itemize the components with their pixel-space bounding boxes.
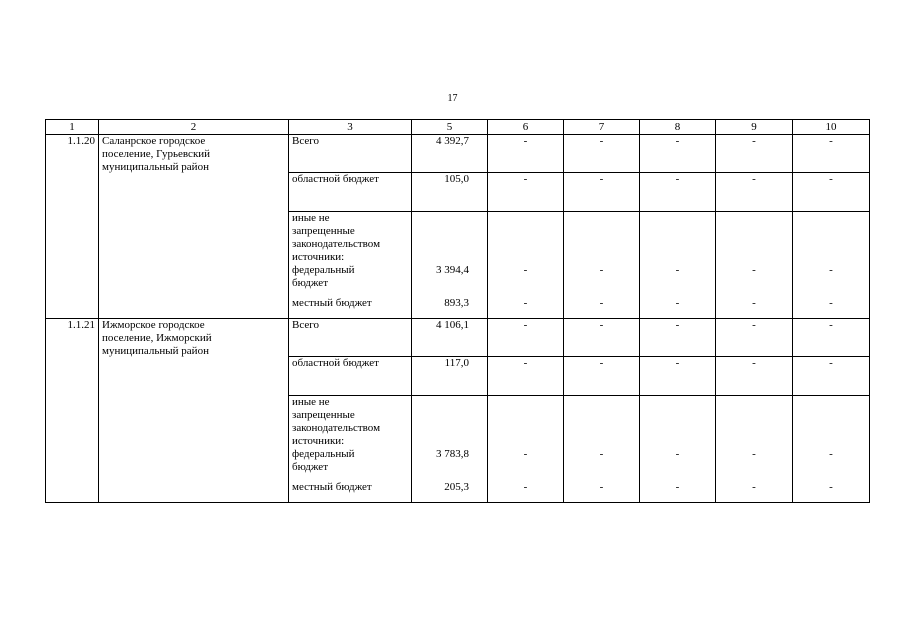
cell-dash — [716, 173, 793, 212]
dash: - — [675, 264, 680, 276]
cell-dash — [640, 357, 716, 396]
local-value: 893,3 — [444, 297, 469, 309]
cell-dash — [640, 319, 716, 357]
federal-line: бюджет — [292, 277, 328, 289]
dash: - — [523, 357, 528, 369]
column-header: 1 — [46, 120, 99, 135]
cell-dash — [793, 212, 870, 319]
total-label: Всего — [289, 319, 412, 357]
regional-label: областной бюджет — [289, 357, 412, 396]
cell-dash — [488, 212, 564, 319]
dash: - — [829, 135, 833, 147]
column-header: 10 — [793, 120, 870, 135]
source-line: запрещенные — [292, 225, 355, 237]
dash: - — [829, 264, 833, 276]
federal-line: федеральный — [292, 448, 355, 460]
other-values — [412, 396, 488, 503]
dash: - — [599, 135, 604, 147]
dash: - — [675, 319, 680, 331]
name-line: поселение, Ижморский — [102, 332, 212, 344]
dash: - — [829, 319, 833, 331]
dash: - — [752, 481, 756, 493]
source-line: иные не — [292, 396, 330, 408]
cell-dash — [716, 396, 793, 503]
cell-dash — [488, 135, 564, 173]
federal-value: 3 394,4 — [436, 264, 469, 276]
column-header: 3 — [289, 120, 412, 135]
dash: - — [829, 173, 833, 185]
dash: - — [523, 319, 528, 331]
source-line: законодательством — [292, 238, 381, 250]
name-line: поселение, Гурьевский — [102, 148, 211, 160]
local-value: 205,3 — [444, 481, 469, 493]
cell-dash — [488, 357, 564, 396]
dash: - — [599, 173, 604, 185]
dash: - — [752, 357, 756, 369]
cell-dash — [716, 357, 793, 396]
dash: - — [599, 357, 604, 369]
dash: - — [675, 297, 680, 309]
cell-dash — [640, 135, 716, 173]
cell-dash — [793, 135, 870, 173]
cell-dash — [716, 135, 793, 173]
cell-dash — [564, 319, 640, 357]
total-value: 4 392,7 — [412, 135, 488, 173]
dash: - — [829, 297, 833, 309]
federal-line: федеральный — [292, 264, 355, 276]
other-sources — [289, 212, 412, 319]
dash: - — [523, 135, 528, 147]
column-header: 8 — [640, 120, 716, 135]
cell-dash — [793, 319, 870, 357]
column-header: 9 — [716, 120, 793, 135]
cell-dash — [564, 357, 640, 396]
dash: - — [675, 481, 680, 493]
dash: - — [675, 357, 680, 369]
municipality-name — [99, 135, 289, 319]
dash: - — [752, 173, 756, 185]
dash: - — [829, 448, 833, 460]
cell-dash — [488, 173, 564, 212]
dash: - — [523, 481, 528, 493]
budget-table — [45, 119, 870, 503]
cell-dash — [716, 212, 793, 319]
page-number: 17 — [447, 93, 458, 104]
header-row — [46, 120, 870, 135]
column-header: 2 — [99, 120, 289, 135]
cell-dash — [793, 173, 870, 212]
regional-label: областной бюджет — [289, 173, 412, 212]
dash: - — [523, 173, 528, 185]
dash: - — [599, 481, 604, 493]
cell-dash — [564, 212, 640, 319]
dash: - — [523, 297, 528, 309]
table-row — [46, 319, 870, 357]
source-line: иные не — [292, 212, 330, 224]
name-line: Ижморское городское — [102, 319, 205, 331]
row-code: 1.1.20 — [46, 135, 99, 319]
dash: - — [752, 264, 756, 276]
dash: - — [675, 448, 680, 460]
total-label: Всего — [289, 135, 412, 173]
row-code: 1.1.21 — [46, 319, 99, 503]
column-header: 7 — [564, 120, 640, 135]
column-header: 5 — [412, 120, 488, 135]
federal-line: бюджет — [292, 461, 328, 473]
dash: - — [829, 481, 833, 493]
cell-dash — [793, 396, 870, 503]
local-label: местный бюджет — [292, 481, 372, 493]
cell-dash — [640, 212, 716, 319]
local-label: местный бюджет — [292, 297, 372, 309]
other-sources — [289, 396, 412, 503]
other-values — [412, 212, 488, 319]
dash: - — [675, 173, 680, 185]
dash: - — [599, 319, 604, 331]
table-row — [46, 135, 870, 173]
cell-dash — [488, 319, 564, 357]
dash: - — [752, 297, 756, 309]
dash: - — [599, 297, 604, 309]
cell-dash — [793, 357, 870, 396]
total-value: 4 106,1 — [412, 319, 488, 357]
dash: - — [523, 264, 528, 276]
municipality-name — [99, 319, 289, 503]
regional-value: 105,0 — [412, 173, 488, 212]
cell-dash — [640, 173, 716, 212]
name-line: Саланрское городское — [102, 135, 206, 147]
source-line: законодательством — [292, 422, 381, 434]
name-line: муниципальный район — [102, 161, 209, 173]
dash: - — [829, 357, 833, 369]
cell-dash — [640, 396, 716, 503]
cell-dash — [564, 173, 640, 212]
source-line: источники: — [292, 251, 345, 263]
dash: - — [752, 319, 756, 331]
source-line: запрещенные — [292, 409, 355, 421]
federal-value: 3 783,8 — [436, 448, 469, 460]
cell-dash — [564, 135, 640, 173]
dash: - — [599, 448, 604, 460]
cell-dash — [716, 319, 793, 357]
cell-dash — [488, 396, 564, 503]
dash: - — [675, 135, 680, 147]
name-line: муниципальный район — [102, 345, 209, 357]
dash: - — [523, 448, 528, 460]
source-line: источники: — [292, 435, 345, 447]
dash: - — [752, 448, 756, 460]
dash: - — [752, 135, 756, 147]
dash: - — [599, 264, 604, 276]
regional-value: 117,0 — [412, 357, 488, 396]
cell-dash — [564, 396, 640, 503]
column-header: 6 — [488, 120, 564, 135]
